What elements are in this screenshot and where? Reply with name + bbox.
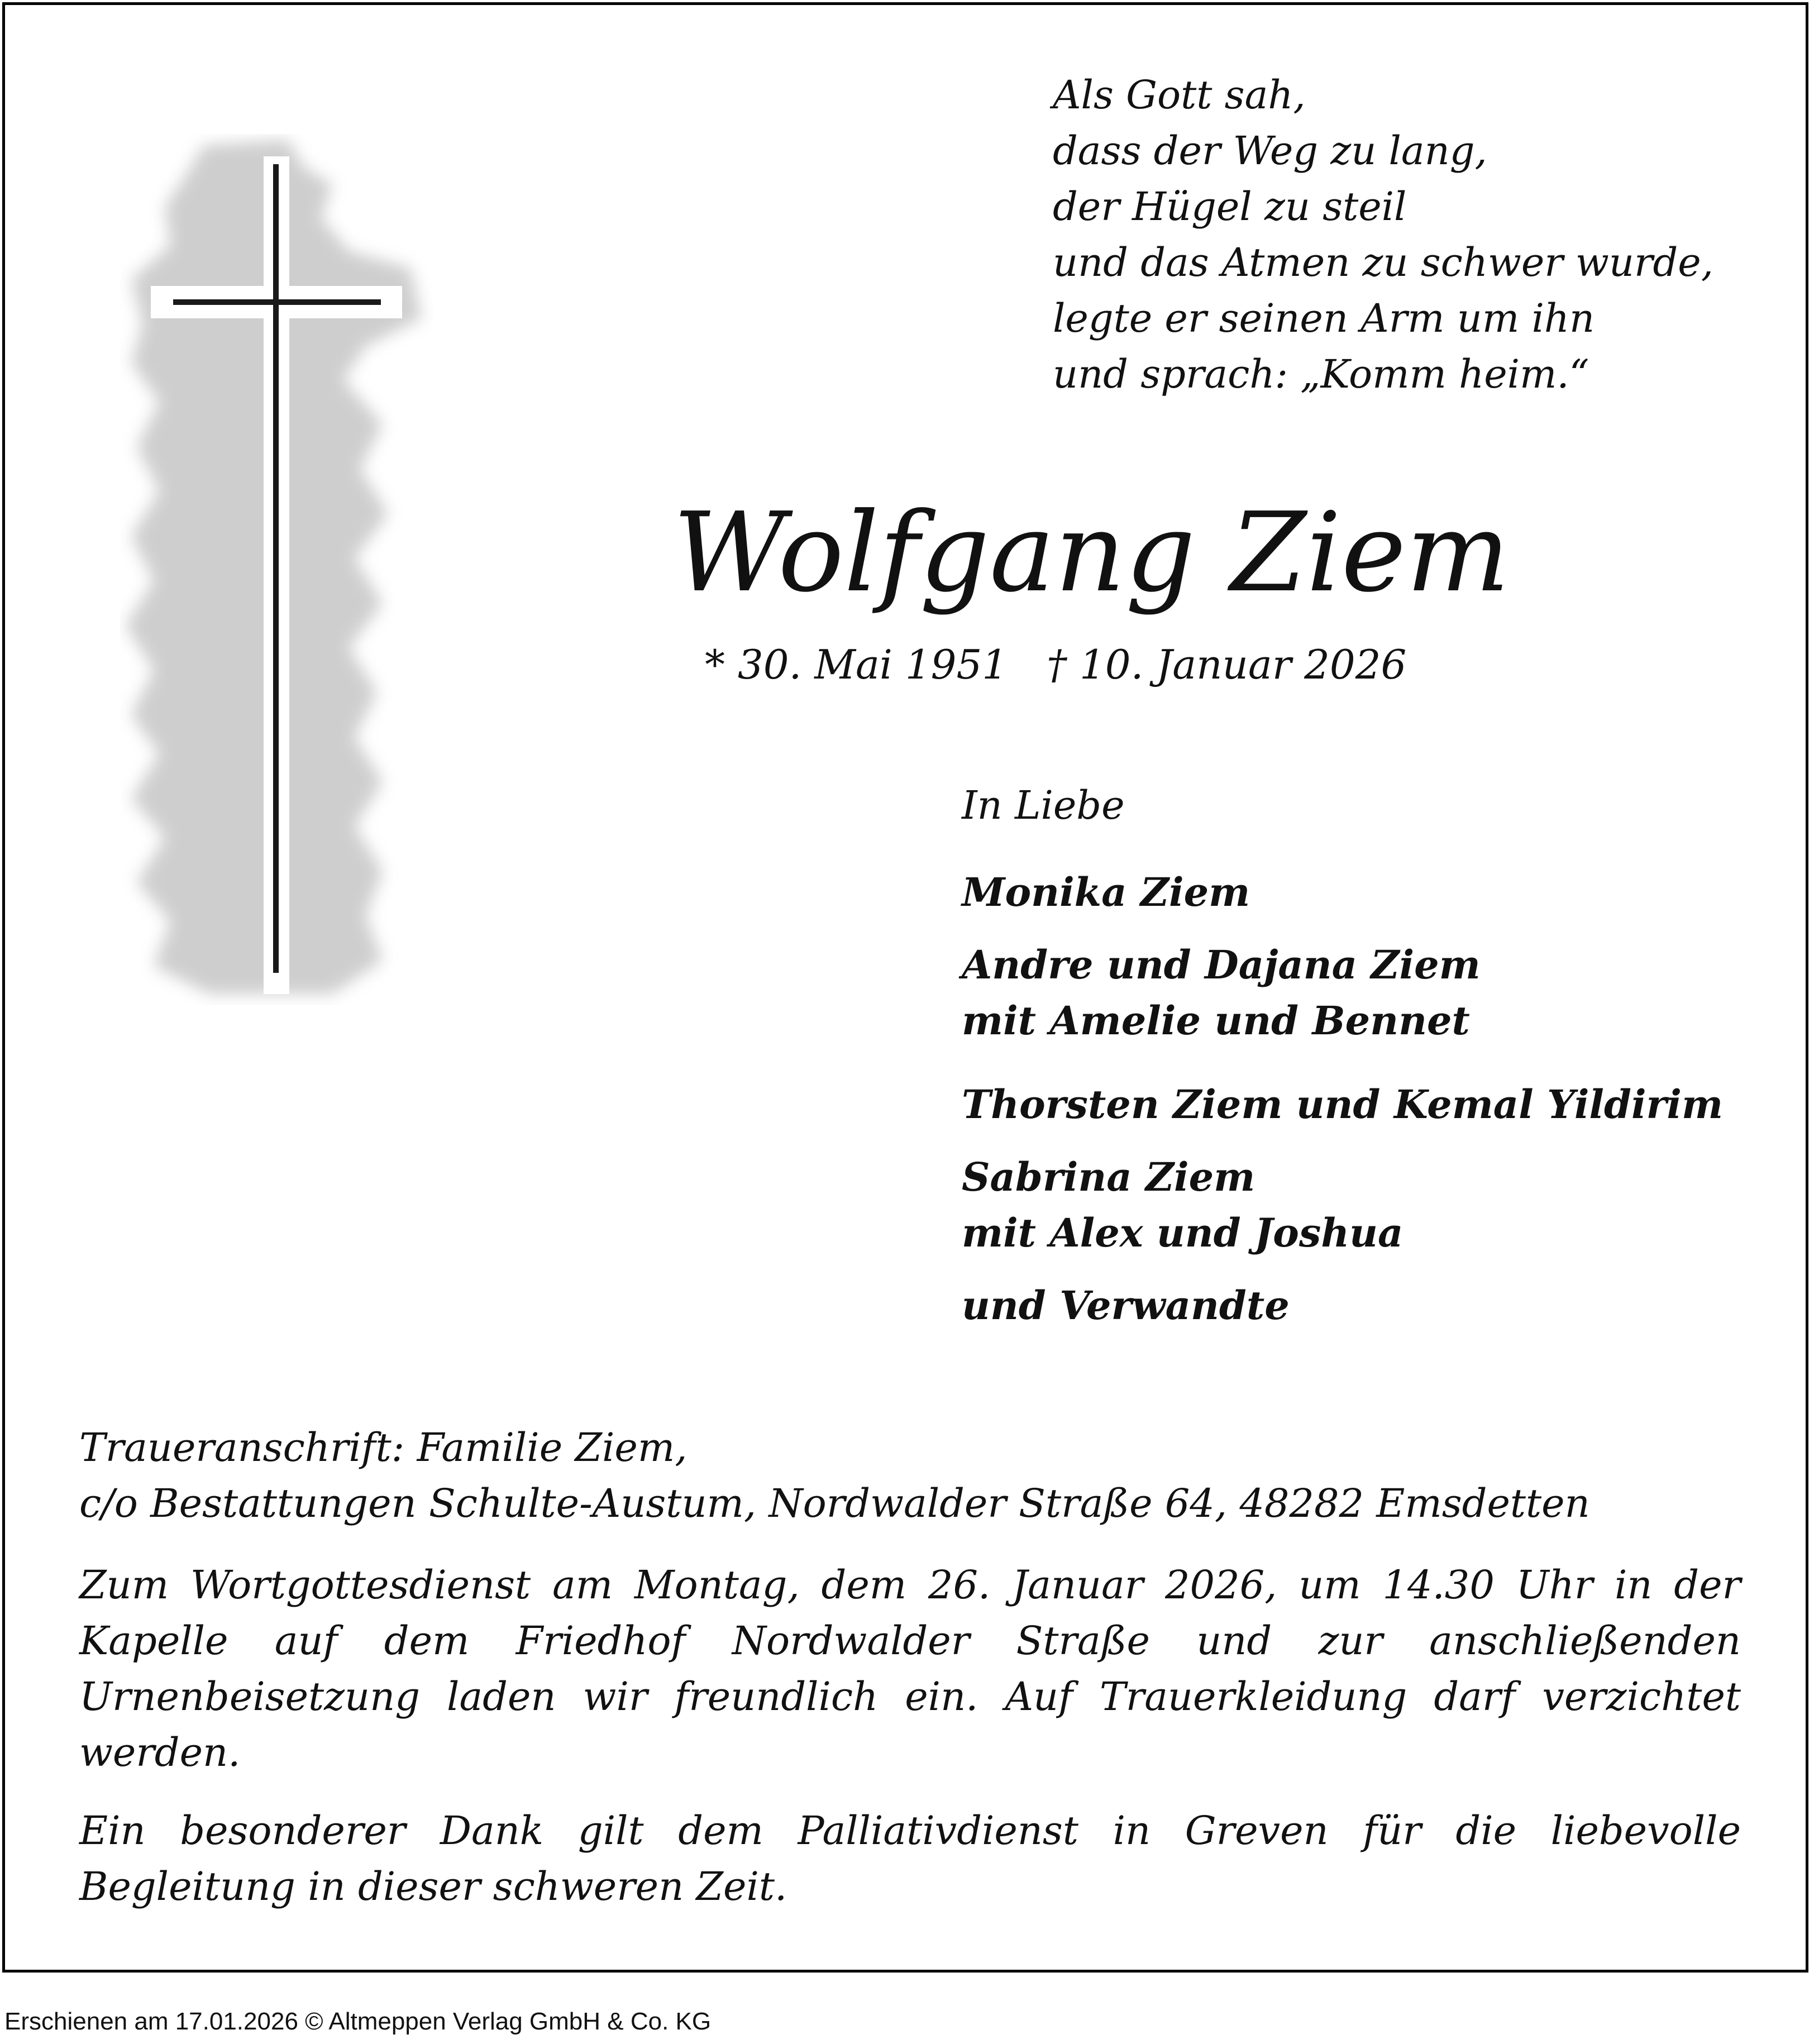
mourner-line: Monika Ziem	[962, 869, 1250, 915]
poem-line: der Hügel zu steil	[1053, 184, 1407, 230]
service-announcement: Zum Wortgottesdienst am Montag, dem 26. Januar 2026, um 14.30 Uhr in der Kapelle auf dem Friedhof Nordwalder Straße und zur anschließenden Urnenbeisetzung laden wir freundlich ein. Auf Trauerkleidung darf verzichtet werden.	[79, 1562, 1741, 1775]
poem	[1053, 67, 1713, 402]
mourner-line: Andre und Dajana Ziem	[962, 942, 1481, 988]
mourners-intro: In Liebe	[962, 782, 1125, 828]
mourner-line: mit Amelie und Bennet	[962, 997, 1470, 1044]
publication-footer: Erschienen am 17.01.2026 © Altmeppen Verlag GmbH & Co. KG	[4, 2008, 712, 2035]
mourner-line: mit Alex und Joshua	[962, 1210, 1404, 1256]
poem-line: und das Atmen zu schwer wurde,	[1053, 240, 1713, 285]
mourner-line: Thorsten Ziem und Kemal Yildirim	[962, 1081, 1724, 1128]
poem-line: und sprach: „Komm heim.“	[1053, 351, 1589, 397]
death-date: † 10. Januar 2026	[1047, 641, 1407, 688]
thanks-note: Ein besonderer Dank gilt dem Palliativdienst in Greven für die liebevolle Begleitung in dieser schweren Zeit.	[79, 1808, 1741, 1909]
mourner-line: und Verwandte	[962, 1282, 1290, 1329]
deceased-name: Wolfgang Ziem	[673, 489, 1510, 617]
poem-line: dass der Weg zu lang,	[1053, 128, 1487, 174]
address-line-1: Traueranschrift: Familie Ziem,	[79, 1425, 688, 1470]
poem-line: Als Gott sah,	[1053, 72, 1306, 118]
life-dates	[705, 637, 1406, 693]
mourner-line: Sabrina Ziem	[962, 1154, 1256, 1200]
cross-icon	[120, 134, 433, 1005]
birth-date: * 30. Mai 1951	[705, 641, 1008, 688]
address-line-2: c/o Bestattungen Schulte-Austum, Nordwalder Straße 64, 48282 Emsdetten	[79, 1481, 1590, 1526]
poem-line: legte er seinen Arm um ihn	[1053, 295, 1595, 341]
